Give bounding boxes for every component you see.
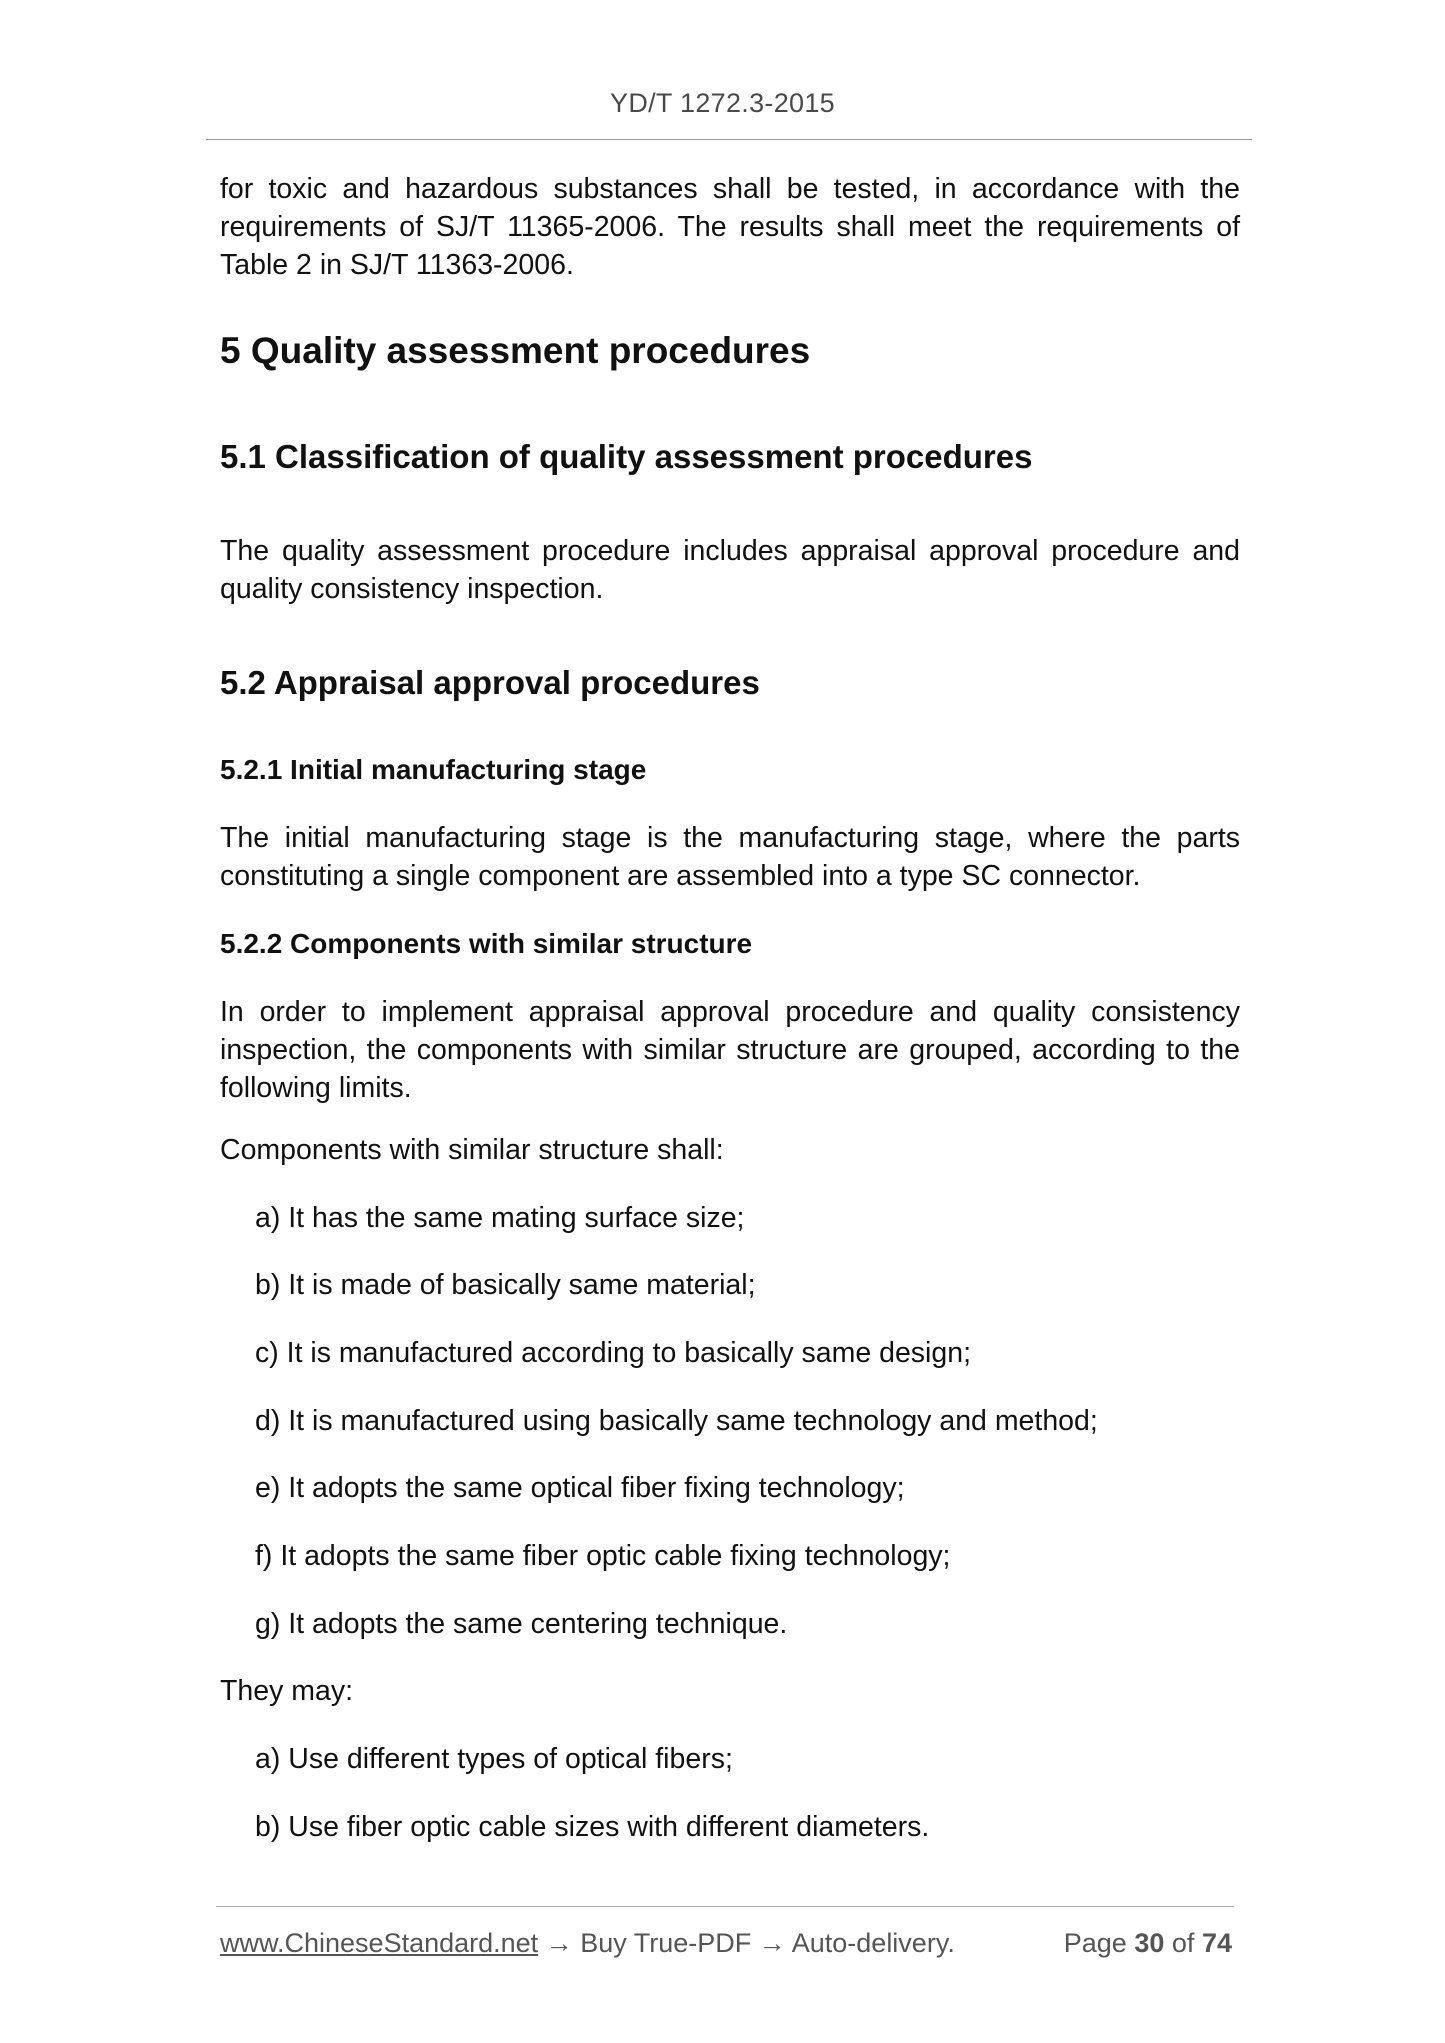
shall-intro-text: Components with similar structure shall:: [220, 1134, 724, 1166]
section-5-2-2-paragraph: In order to implement appraisal approval procedure and quality consistency inspection, the components with similar structure are grouped, according to the following limits.: [220, 996, 1240, 1104]
may-list-item: a) Use different types of optical fibers;: [255, 1743, 733, 1775]
footer-promo-text: → Buy True-PDF → Auto-delivery.: [538, 1928, 955, 1958]
section-5-1-heading: 5.1 Classification of quality assessment procedures: [220, 438, 1033, 475]
may-list-item: b) Use fiber optic cable sizes with different diameters.: [255, 1811, 930, 1843]
section-5-2-heading: 5.2 Appraisal approval procedures: [220, 664, 760, 701]
footer-promo: [220, 1928, 955, 1958]
document-code-header: YD/T 1272.3-2015: [610, 88, 835, 118]
shall-list-item: f) It adopts the same fiber optic cable fixing technology;: [255, 1540, 951, 1572]
section-5-2-1-heading: 5.2.1 Initial manufacturing stage: [220, 754, 647, 785]
shall-list-item: e) It adopts the same optical fiber fixing technology;: [255, 1472, 905, 1504]
shall-list-item: c) It is manufactured according to basically same design;: [255, 1337, 972, 1369]
page-total: 74: [1201, 1928, 1232, 1958]
header-divider: [206, 139, 1252, 140]
intro-paragraph-line-2: requirements of SJ/T 11365-2006. The results shall meet the requirements of: [220, 211, 1240, 243]
page-number: [1064, 1928, 1232, 1959]
shall-list-item: b) It is made of basically same material;: [255, 1269, 756, 1301]
shall-list-item: d) It is manufactured using basically same technology and method;: [255, 1405, 1098, 1437]
section-5-2-1-paragraph: The initial manufacturing stage is the manufacturing stage, where the parts constituting a single component are assembled into a type SC connector.: [220, 822, 1240, 892]
page-label: Page: [1063, 1928, 1127, 1958]
section-5-heading: 5 Quality assessment procedures: [220, 330, 811, 371]
shall-list-item: g) It adopts the same centering technique.: [255, 1608, 788, 1640]
page-footer: [220, 1928, 1232, 1959]
page-of-label: of: [1171, 1928, 1195, 1958]
section-5-2-2-heading: 5.2.2 Components with similar structure: [220, 928, 753, 959]
section-5-1-paragraph: The quality assessment procedure includes appraisal approval procedure and quality consistency inspection.: [220, 535, 1240, 605]
intro-paragraph-line-3: Table 2 in SJ/T 11363-2006.: [220, 249, 574, 281]
page-current: 30: [1134, 1928, 1165, 1958]
chinesestandard-link[interactable]: www.ChineseStandard.net: [220, 1928, 539, 1958]
may-intro-text: They may:: [220, 1675, 354, 1707]
shall-list-item: a) It has the same mating surface size;: [255, 1202, 745, 1234]
intro-paragraph: [220, 170, 1240, 284]
intro-paragraph-line-1: for toxic and hazardous substances shall be tested, in accordance with the: [220, 173, 1240, 205]
footer-divider: [216, 1906, 1234, 1907]
